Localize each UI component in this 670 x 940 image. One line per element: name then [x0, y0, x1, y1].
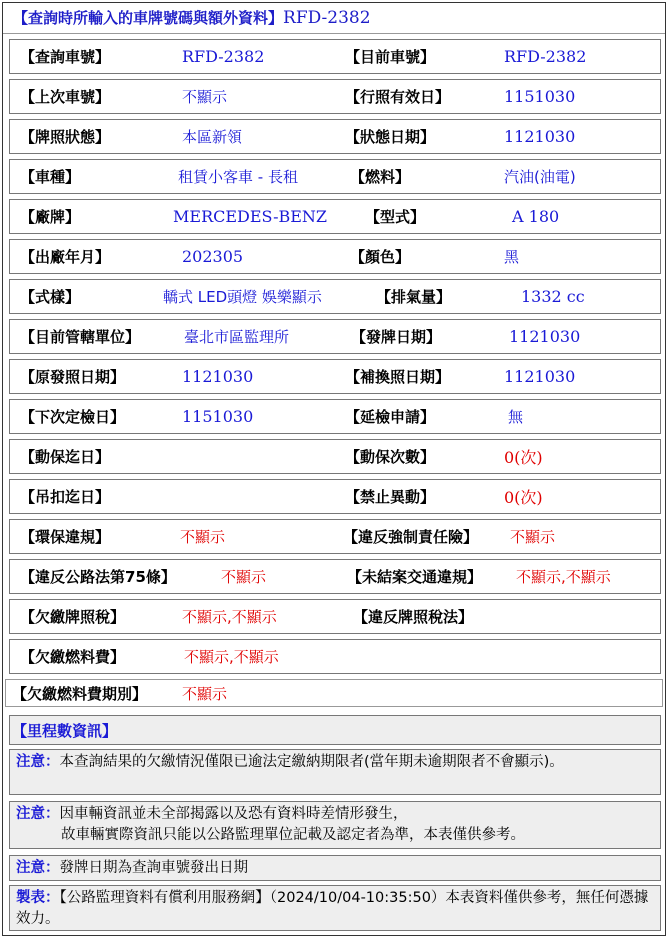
label-transfer-ban: 【禁止異動】: [345, 488, 436, 506]
value-issue-date: 1121030: [509, 327, 581, 346]
note-text: 發牌日期為查詢車號發出日期: [59, 860, 248, 876]
report-footer: [9, 885, 661, 931]
label-brand: 【廠牌】: [20, 208, 81, 226]
row-manufacture: [9, 239, 661, 274]
value-fuel: 汽油(油電): [504, 168, 576, 186]
label-issue-date: 【發牌日期】: [351, 328, 442, 346]
row-license-tax: [9, 599, 661, 634]
value-plate-status: 本區新領: [182, 128, 243, 146]
label-color: 【顏色】: [350, 248, 411, 266]
label-plate-status: 【牌照狀態】: [20, 128, 111, 146]
label-jurisdiction: 【目前管轄單位】: [20, 328, 141, 346]
value-displacement: 1332 cc: [521, 287, 585, 306]
row-plate-status: [9, 119, 661, 154]
value-last-plate: 不顯示: [182, 88, 228, 106]
label-model: 【型式】: [365, 208, 426, 226]
value-query-plate: RFD-2382: [182, 47, 265, 66]
label-fuel: 【燃料】: [350, 168, 411, 186]
value-status-date: 1121030: [504, 127, 576, 146]
footer-label: 製表：: [16, 890, 60, 906]
label-traffic-violation: 【未結案交通違規】: [347, 568, 483, 586]
note-issue-date: [9, 855, 661, 881]
note-label: 注意：: [16, 860, 60, 876]
row-fuel-fee-period: [5, 679, 663, 707]
vehicle-report: [2, 2, 666, 936]
label-license-tax-arrears: 【欠繳牌照稅】: [20, 608, 126, 626]
label-chattel-expiry: 【動保迄日】: [20, 448, 111, 466]
label-original-license-date: 【原發照日期】: [20, 368, 126, 386]
value-manufacture-date: 202305: [182, 247, 244, 266]
value-next-inspection: 1151030: [182, 407, 254, 426]
note-text-line2: 故車輛實際資訊只能以公路監理單位記載及認定者為準，本表僅供參考。: [61, 827, 525, 843]
row-original-license: [9, 359, 661, 394]
note-arrears: [9, 749, 661, 795]
row-suspension: [9, 479, 661, 514]
value-style: 轎式 LED頭燈 娛樂顯示: [163, 288, 322, 306]
value-traffic-violation: 不顯示,不顯示: [516, 568, 611, 586]
label-status-date: 【狀態日期】: [345, 128, 436, 146]
value-reissue-date: 1121030: [504, 367, 576, 386]
note-text: 本查詢結果的欠繳情況僅限已逾法定繳納期限者(當年期未逾期限者不會顯示)。: [59, 754, 564, 770]
label-last-plate: 【上次車號】: [20, 88, 111, 106]
note-disclaimer: [9, 801, 661, 849]
row-style: [9, 279, 661, 314]
row-plate: [9, 39, 661, 74]
value-license-tax-arrears: 不顯示,不顯示: [182, 608, 277, 626]
value-environment-violation: 不顯示: [180, 528, 226, 546]
title-plate: RFD-2382: [283, 8, 371, 28]
note-text-line1: 因車輛資訊並未全部揭露以及恐有資料時差情形發生，: [59, 806, 408, 822]
label-highway-law-violation: 【違反公路法第75條】: [20, 568, 176, 586]
value-fuel-fee-period: 不顯示: [182, 684, 228, 703]
row-vehicle-type: [9, 159, 661, 194]
label-reissue-date: 【補換照日期】: [345, 368, 451, 386]
row-highway-law: [9, 559, 661, 594]
row-last-plate: [9, 79, 661, 114]
row-brand: [9, 199, 661, 234]
label-fuel-fee-period: 【欠繳燃料費期別】: [12, 684, 148, 703]
label-style: 【式樣】: [20, 288, 81, 306]
note-label: 注意：: [16, 754, 60, 770]
label-inspection-extension: 【延檢申請】: [345, 408, 436, 426]
value-current-plate: RFD-2382: [504, 47, 587, 66]
label-suspension-expiry: 【吊扣迄日】: [20, 488, 111, 506]
row-jurisdiction: [9, 319, 661, 354]
label-environment-violation: 【環保違規】: [20, 528, 111, 546]
row-environment: [9, 519, 661, 554]
mileage-section-header: [9, 715, 661, 745]
label-current-plate: 【目前車號】: [345, 48, 436, 66]
label-query-plate: 【查詢車號】: [20, 48, 111, 66]
value-model: A 180: [512, 207, 560, 226]
row-inspection: [9, 399, 661, 434]
value-license-expiry: 1151030: [504, 87, 576, 106]
label-displacement: 【排氣量】: [376, 288, 452, 306]
label-license-tax-violation: 【違反牌照稅法】: [353, 608, 474, 626]
label-fuel-fee-arrears: 【欠繳燃料費】: [20, 648, 126, 666]
label-license-expiry: 【行照有效日】: [345, 88, 451, 106]
value-original-license-date: 1121030: [182, 367, 254, 386]
label-vehicle-type: 【車種】: [20, 168, 81, 186]
note-label: 注意：: [16, 806, 60, 822]
label-chattel-count: 【動保次數】: [345, 448, 436, 466]
value-inspection-extension: 無: [508, 408, 524, 426]
value-fuel-fee-arrears: 不顯示,不顯示: [184, 648, 279, 666]
value-highway-law-violation: 不顯示: [221, 568, 267, 586]
value-insurance-violation: 不顯示: [510, 528, 556, 546]
value-color: 黑: [504, 248, 520, 266]
label-next-inspection: 【下次定檢日】: [20, 408, 126, 426]
title-prefix: 【查詢時所輸入的車牌號碼與額外資料】: [13, 9, 284, 27]
value-chattel-count: 0(次): [504, 448, 543, 467]
label-insurance-violation: 【違反強制責任險】: [343, 528, 479, 546]
page-title: [3, 3, 665, 34]
footer-text: 【公路監理資料有償利用服務網】（2024/10/04-10:35:50）本表資料僅供參考，無任何憑據效力。: [16, 890, 649, 927]
row-chattel: [9, 439, 661, 474]
value-vehicle-type: 租賃小客車 - 長租: [178, 168, 298, 186]
value-brand: MERCEDES-BENZ: [173, 207, 328, 226]
label-manufacture-date: 【出廠年月】: [20, 248, 111, 266]
value-transfer-ban: 0(次): [504, 488, 543, 507]
value-jurisdiction: 臺北市區監理所: [184, 328, 290, 346]
mileage-title: 【里程數資訊】: [12, 721, 118, 740]
row-fuel-fee: [9, 639, 661, 674]
